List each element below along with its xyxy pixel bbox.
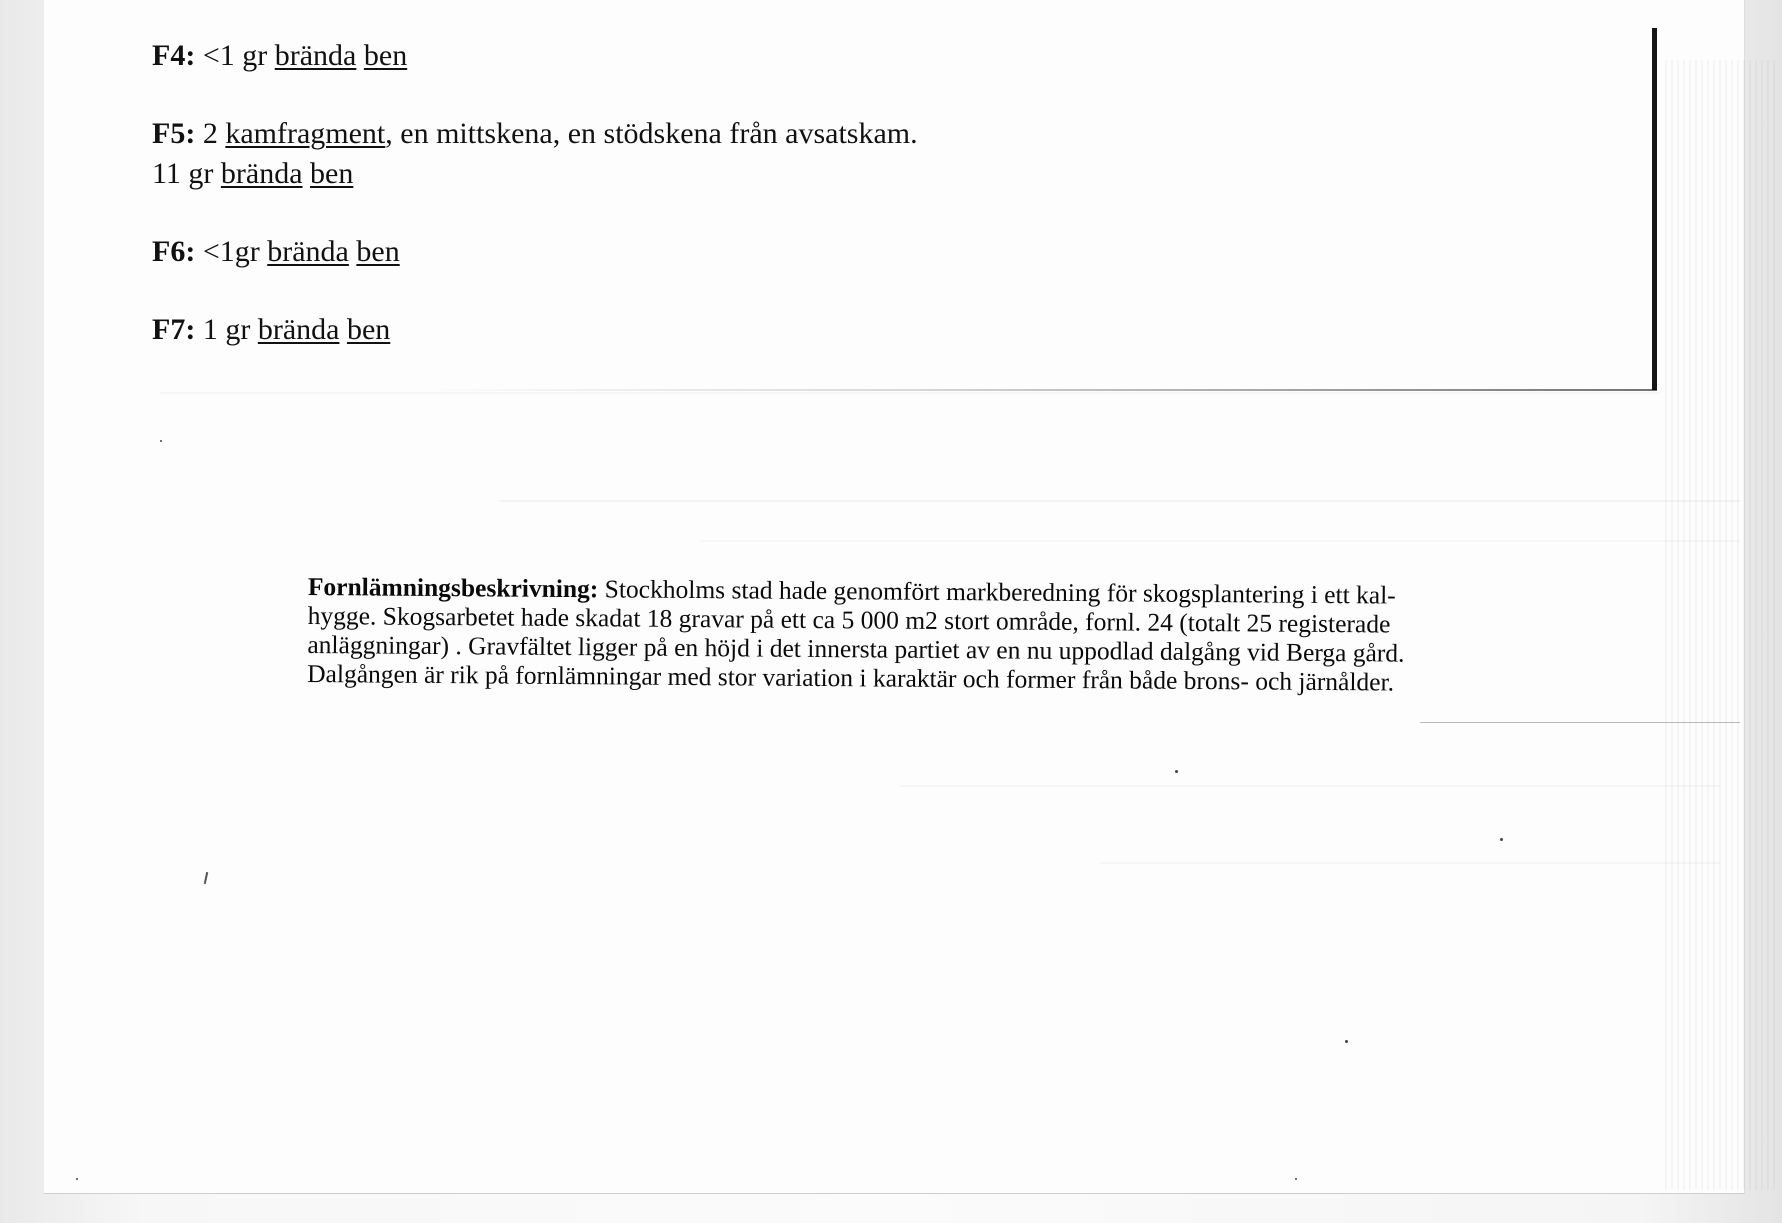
scan-speck	[1345, 1040, 1348, 1043]
text-segment-underlined: brända	[274, 39, 357, 72]
text-segment: 2	[202, 117, 226, 150]
text-segment-underlined: kamfragment	[225, 117, 386, 150]
bleed-through-line	[1100, 862, 1720, 864]
find-entry-f7	[152, 310, 1352, 350]
find-entry-f5	[152, 114, 1352, 194]
text-segment: <1 gr	[202, 39, 275, 72]
find-line	[152, 36, 1352, 76]
find-label: F6:	[152, 235, 196, 268]
box-frame-right	[1652, 28, 1657, 390]
find-text	[203, 117, 918, 150]
description-text: Stockholms stad hade genomfört markberedning för skogsplantering i ett kal-	[604, 574, 1396, 610]
find-text	[152, 157, 353, 190]
description-label: Fornlämningsbeskrivning:	[307, 572, 599, 604]
text-segment-underlined: ben	[310, 157, 354, 190]
find-line	[152, 310, 1352, 350]
text-segment: , en mittskena, en stödskena från avsatskam.	[385, 117, 918, 150]
text-segment-underlined: ben	[346, 313, 391, 346]
description-line: hygge. Skogsarbetet hade skadat 18 gravar på ett ca 5 000 m2 stort område, fornl. 24 (totalt 25 registerade	[307, 600, 1391, 639]
text-segment: <1gr	[202, 235, 268, 268]
find-line	[152, 114, 1352, 154]
text-segment-underlined: brända	[257, 313, 340, 346]
text-segment-underlined: ben	[356, 235, 400, 268]
divider-line	[1420, 722, 1740, 723]
text-segment	[303, 157, 311, 190]
find-text	[203, 313, 390, 346]
find-label: F4:	[152, 39, 196, 72]
scan-speck	[1500, 838, 1503, 841]
bleed-through-line	[160, 392, 1660, 394]
box-frame-bottom	[420, 389, 1657, 391]
find-text	[203, 39, 407, 72]
text-segment-underlined: brända	[267, 235, 349, 268]
text-segment: 11 gr	[152, 157, 221, 190]
description-line: Dalgången är rik på fornlämningar med stor variation i karaktär och former från både brons- och järnålder.	[307, 658, 1395, 697]
find-label: F7:	[152, 313, 196, 346]
scan-artifact-stripe	[1665, 60, 1775, 1190]
find-line	[152, 154, 1352, 194]
description-line: anläggningar) . Gravfältet ligger på en höjd i det innersta partiet av en nu uppodlad dalgång vid Berga gård.	[307, 629, 1405, 668]
scan-speck	[160, 440, 162, 442]
bleed-through-line	[700, 540, 1740, 542]
scan-speck	[1175, 770, 1178, 773]
text-segment-underlined: brända	[220, 157, 303, 190]
site-description	[307, 572, 1576, 698]
find-text	[203, 235, 400, 268]
scan-speck	[1295, 1178, 1297, 1180]
bleed-through-line	[500, 500, 1740, 502]
find-label: F5:	[152, 117, 196, 150]
text-segment	[356, 39, 364, 72]
find-line	[152, 232, 1352, 272]
find-entry-f6	[152, 232, 1352, 272]
text-segment: 1 gr	[202, 313, 258, 346]
scan-speck	[76, 1178, 78, 1180]
find-entry-f4	[152, 36, 1352, 76]
text-segment-underlined: ben	[363, 39, 408, 72]
finds-list	[152, 36, 1352, 350]
bleed-through-line	[900, 785, 1720, 787]
text-segment	[339, 313, 347, 346]
